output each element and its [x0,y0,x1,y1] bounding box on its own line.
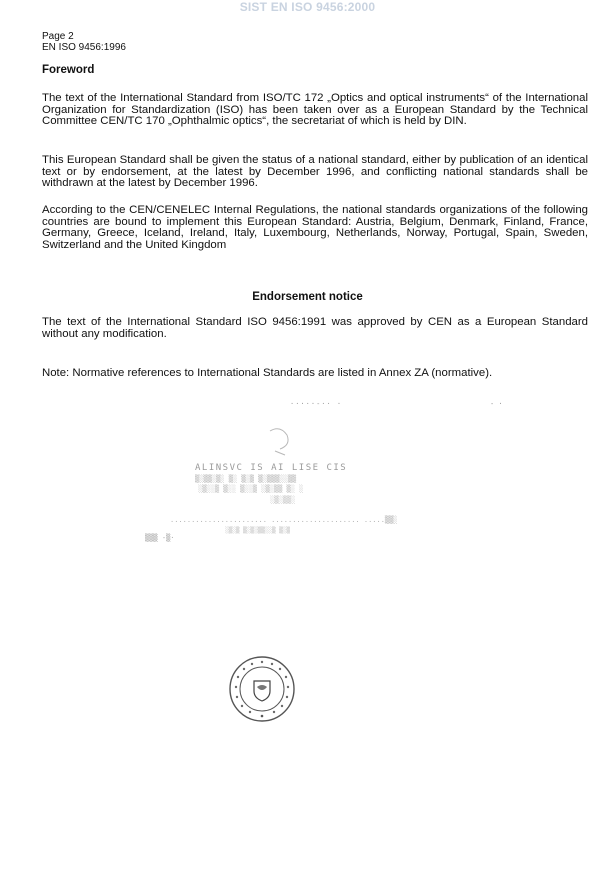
foreword-paragraph-1: The text of the International Standard from ISO/TC 172 „Optics and optical instruments“ of the International Organization for Standardization (ISO) has been taken over as a European Standard by the Technical Committee CEN/TC 170 „Ophthalmic optics“, the secretariat of which is held by DIN. [42,92,588,127]
faded-stamp: ·····-·· · - · ALINSVC IS AI LISE CIS ▒░▒▒░▒░ ▒░ ▒░▒ ▒░▒▒▒░░▒▒ ░▒░░▒ ▒░░ ▒░░▒ ░▒░▒▒ ▒░ ░ ░▒░▒▒░ ....................... ..................... .....▒▒░ ░▒░▒ ▒░▒░▒▒░░▒ ▒░▒ ▒▒▒ -▒· [145,400,503,542]
endorsement-title: Endorsement notice [252,291,363,303]
foreword-paragraph-2: This European Standard shall be given the status of a national standard, either by publication of an identical text or by endorsement, at the latest by December 1996, and conflicting national standards shall be withdrawn at the latest by December 1996. [42,154,588,189]
stamp-line: ALINSVC IS AI LISE CIS [195,463,348,473]
annex-note: Note: Normative references to International Standards are listed in Annex ZA (normative). [42,367,493,379]
standard-id: EN ISO 9456:1996 [42,42,126,53]
official-seal-icon [228,655,296,723]
foreword-title: Foreword [42,64,95,76]
faded-mark-icon [265,425,295,459]
endorsement-text: The text of the International Standard ISO 9456:1991 was approved by CEN as a European Standard without any modification. [42,316,588,340]
page-number: Page 2 [42,31,74,42]
foreword-paragraph-3: According to the CEN/CENELEC Internal Regulations, the national standards organizations of the following countries are bound to implement this European Standard: Austria, Belgium, Denmark, Finland, France, Germany, Greece, Iceland, Ireland, Italy, Luxembourg, Netherlands, Norway, Portugal, Spain, Sweden, Switzerland and the United Kingdom [42,204,588,251]
watermark: SIST EN ISO 9456:2000 [239,0,376,14]
